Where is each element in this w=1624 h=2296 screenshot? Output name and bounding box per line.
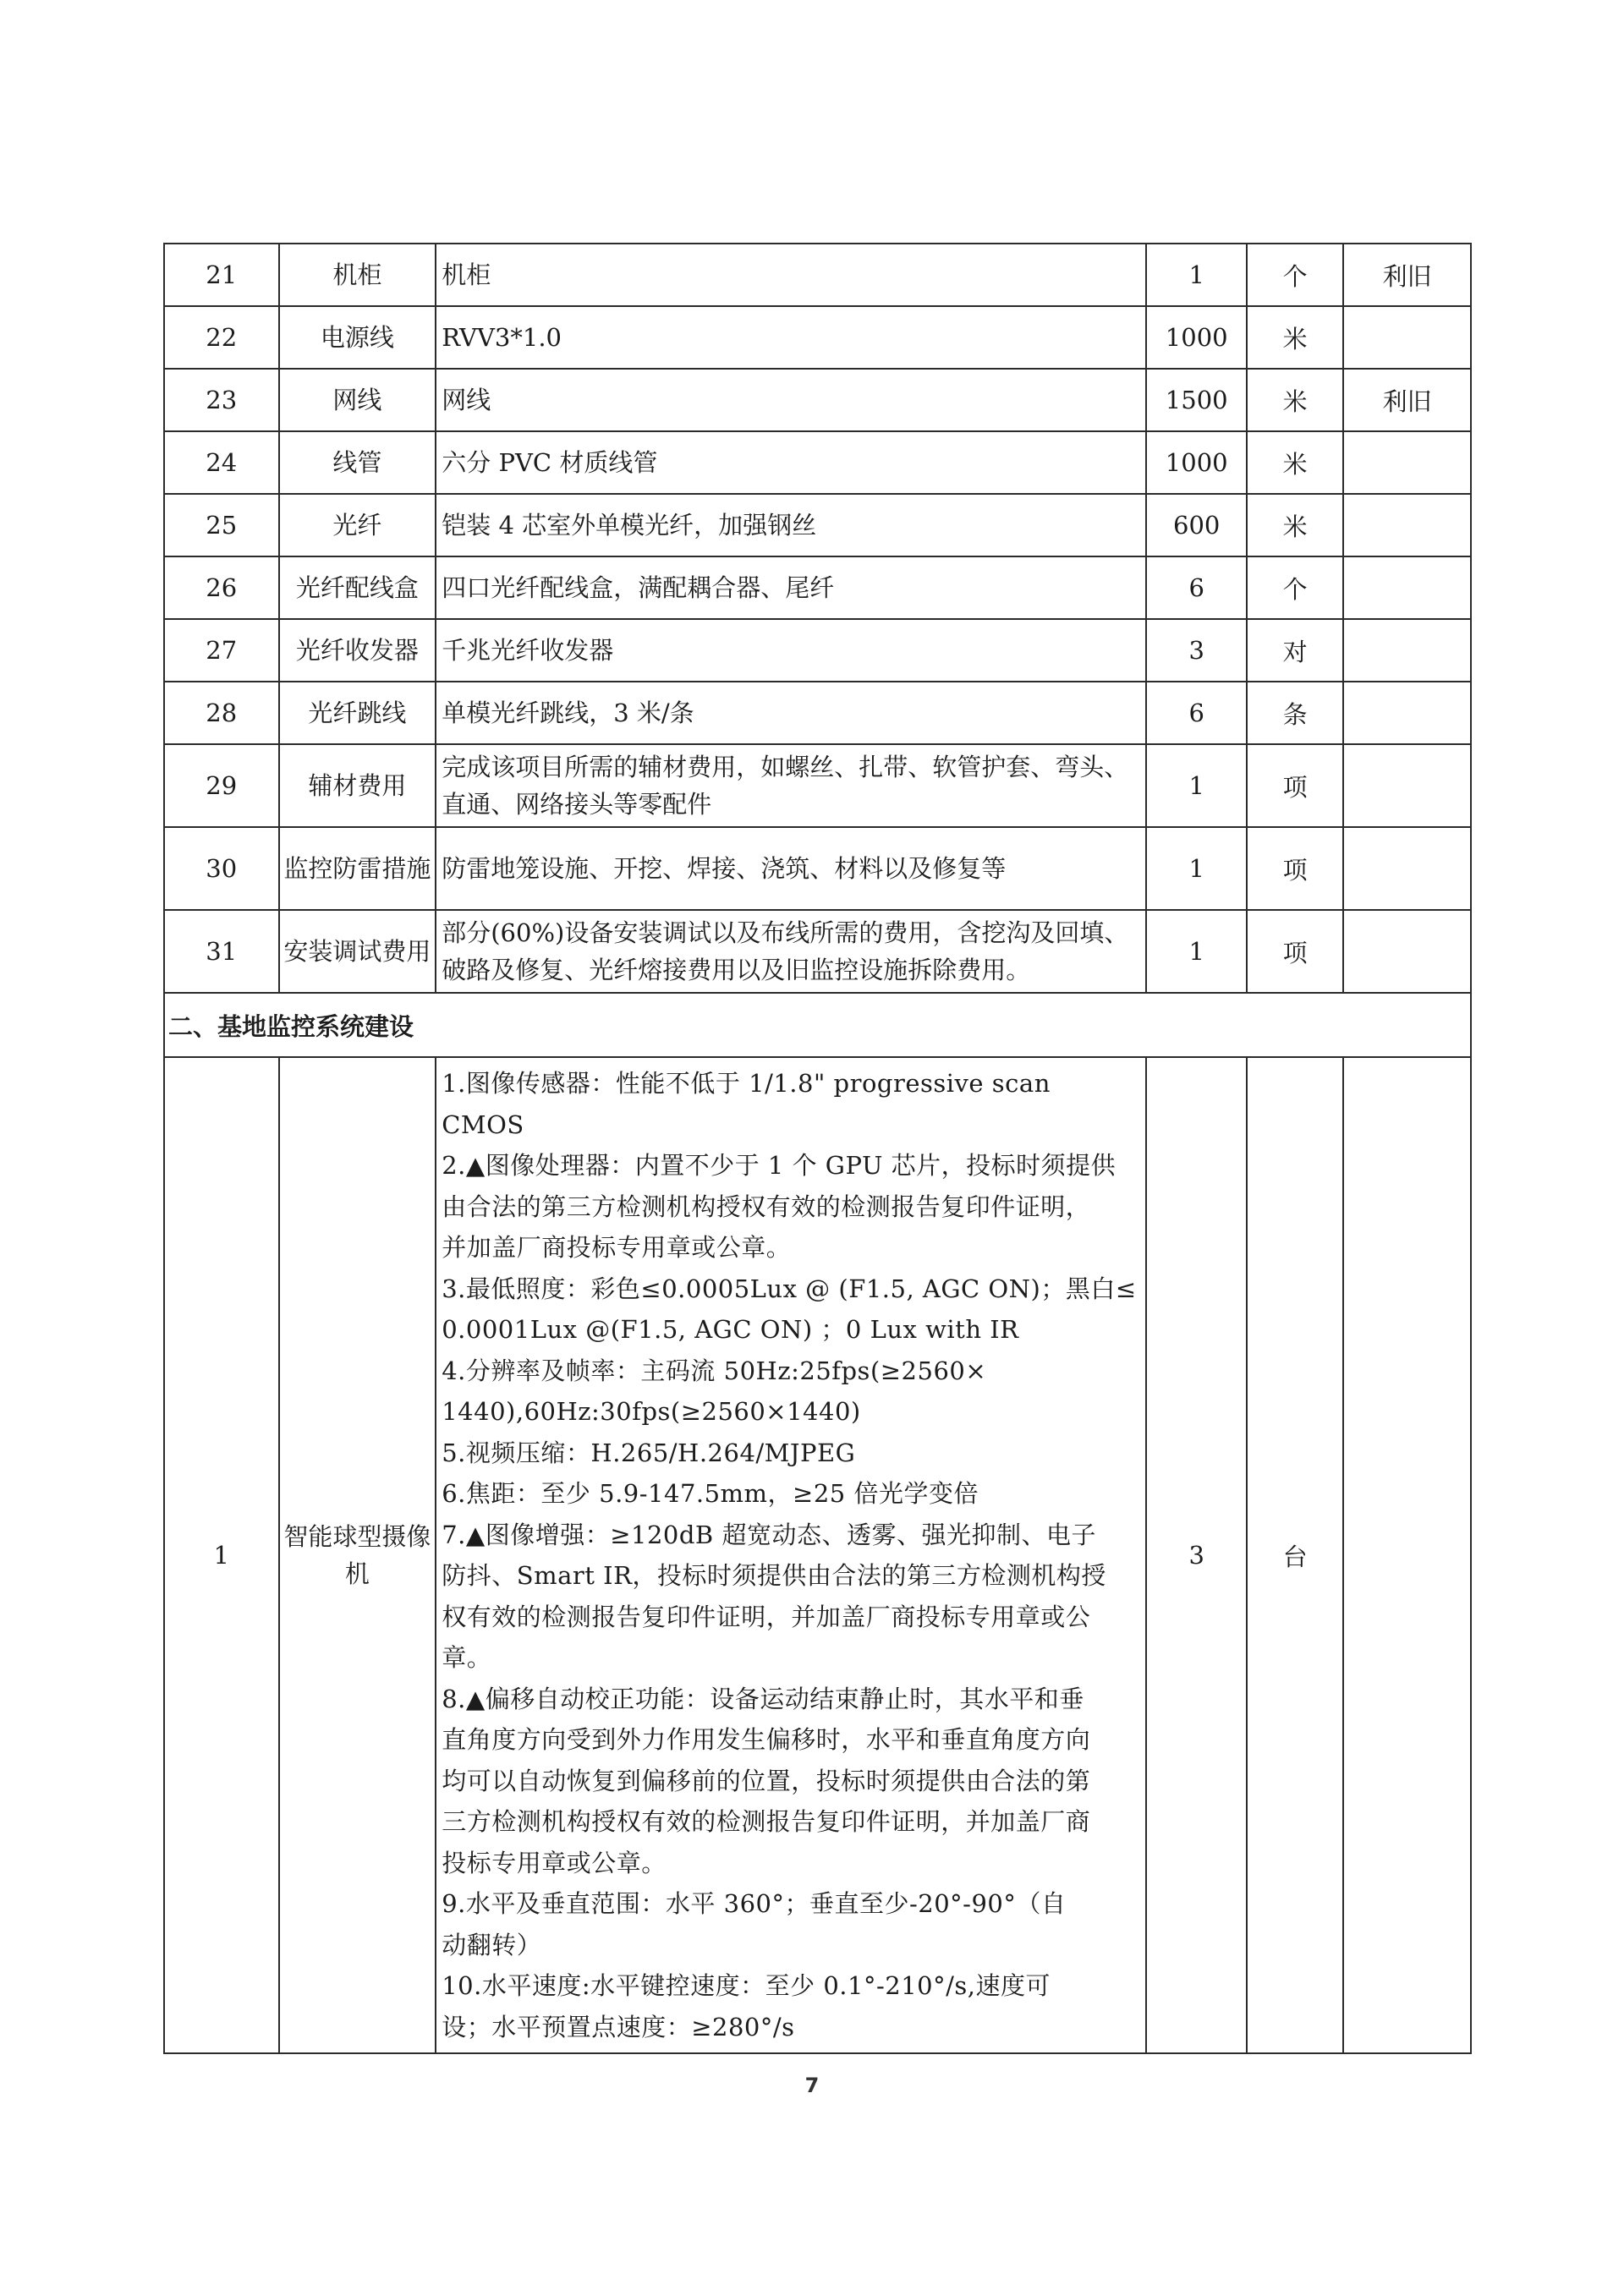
item-spec: 完成该项目所需的辅材费用，如螺丝、扎带、软管护套、弯头、直通、网络接头等零配件 [436, 744, 1146, 827]
spec-line: 5.视频压缩：H.265/H.264/MJPEG [442, 1438, 856, 1467]
spec-line: 2.▲图像处理器：内置不少于 1 个 GPU 芯片，投标时须提供 [442, 1151, 1116, 1180]
item-spec: RVV3*1.0 [436, 306, 1146, 369]
item-quantity: 6 [1146, 682, 1246, 744]
row-number: 30 [164, 827, 279, 910]
item-remark [1343, 494, 1471, 556]
item-quantity: 3 [1146, 1057, 1246, 2053]
spec-line: 章。 [442, 1643, 492, 1672]
item-unit: 米 [1247, 494, 1343, 556]
item-remark [1343, 431, 1471, 494]
item-name: 光纤配线盒 [279, 556, 436, 619]
row-number: 28 [164, 682, 279, 744]
table-row [164, 369, 1471, 431]
item-name: 线管 [279, 431, 436, 494]
spec-line: 设；水平预置点速度：≥280°/s [442, 2012, 795, 2041]
item-name: 光纤 [279, 494, 436, 556]
spec-line: 动翻转） [442, 1930, 542, 1959]
item-quantity: 1 [1146, 244, 1246, 306]
spec-line: 直角度方向受到外力作用发生偏移时，水平和垂直角度方向 [442, 1725, 1091, 1754]
table-body [164, 244, 1471, 2053]
item-spec: 四口光纤配线盒，满配耦合器、尾纤 [436, 556, 1146, 619]
spec-line: 投标专用章或公章。 [442, 1848, 667, 1877]
item-unit: 个 [1247, 556, 1343, 619]
item-remark [1343, 744, 1471, 827]
item-unit: 米 [1247, 369, 1343, 431]
spec-line: 4.分辨率及帧率：主码流 50Hz:25fps(≥2560× [442, 1356, 987, 1385]
row-number: 21 [164, 244, 279, 306]
row-number: 31 [164, 910, 279, 993]
table-row [164, 744, 1471, 827]
item-name: 安装调试费用 [279, 910, 436, 993]
item-spec [436, 1057, 1146, 2053]
table-row [164, 682, 1471, 744]
item-remark [1343, 1057, 1471, 2053]
row-number: 26 [164, 556, 279, 619]
spec-line: 并加盖厂商投标专用章或公章。 [442, 1233, 792, 1262]
item-name: 光纤收发器 [279, 619, 436, 682]
spec-line: 8.▲偏移自动校正功能：设备运动结束静止时，其水平和垂 [442, 1684, 1084, 1713]
table-row [164, 910, 1471, 993]
item-unit: 个 [1247, 244, 1343, 306]
item-remark [1343, 619, 1471, 682]
spec-line: 三方检测机构授权有效的检测报告复印件证明，并加盖厂商 [442, 1807, 1091, 1836]
item-unit: 项 [1247, 910, 1343, 993]
item-name: 网线 [279, 369, 436, 431]
item-unit: 项 [1247, 744, 1343, 827]
spec-line: 均可以自动恢复到偏移前的位置，投标时须提供由合法的第 [442, 1766, 1091, 1795]
item-spec: 六分 PVC 材质线管 [436, 431, 1146, 494]
page-number: 7 [804, 2074, 820, 2097]
item-unit: 条 [1247, 682, 1343, 744]
item-remark [1343, 306, 1471, 369]
row-number: 22 [164, 306, 279, 369]
item-unit: 对 [1247, 619, 1343, 682]
item-quantity: 1 [1146, 910, 1246, 993]
row-number: 1 [164, 1057, 279, 2053]
item-spec: 铠装 4 芯室外单模光纤，加强钢丝 [436, 494, 1146, 556]
row-number: 25 [164, 494, 279, 556]
item-quantity: 600 [1146, 494, 1246, 556]
item-unit: 米 [1247, 431, 1343, 494]
item-remark [1343, 827, 1471, 910]
item-name: 智能球型摄像机 [279, 1057, 436, 2053]
item-name: 辅材费用 [279, 744, 436, 827]
spec-line: 1.图像传感器：性能不低于 1/1.8" progressive scan [442, 1069, 1051, 1098]
item-spec: 单模光纤跳线，3 米/条 [436, 682, 1146, 744]
spec-line: 由合法的第三方检测机构授权有效的检测报告复印件证明， [442, 1192, 1091, 1221]
item-quantity: 6 [1146, 556, 1246, 619]
spec-line: 9.水平及垂直范围：水平 360°；垂直至少-20°-90°（自 [442, 1889, 1067, 1918]
item-unit: 米 [1247, 306, 1343, 369]
item-quantity: 1 [1146, 744, 1246, 827]
table-row [164, 1057, 1471, 2053]
item-spec: 部分(60%)设备安装调试以及布线所需的费用，含挖沟及回填、破路及修复、光纤熔接费用以及旧监控设施拆除费用。 [436, 910, 1146, 993]
section-row [164, 993, 1471, 1057]
item-name: 光纤跳线 [279, 682, 436, 744]
spec-line: 3.最低照度：彩色≤0.0005Lux @ (F1.5, AGC ON)；黑白≤ [442, 1274, 1137, 1303]
item-remark [1343, 910, 1471, 993]
spec-line: 权有效的检测报告复印件证明，并加盖厂商投标专用章或公 [442, 1602, 1091, 1631]
item-spec: 机柜 [436, 244, 1146, 306]
item-name: 电源线 [279, 306, 436, 369]
table-row [164, 244, 1471, 306]
table-row [164, 827, 1471, 910]
spec-line: CMOS [442, 1110, 524, 1139]
section-title: 二、基地监控系统建设 [164, 993, 1471, 1057]
item-unit: 台 [1247, 1057, 1343, 2053]
item-name: 监控防雷措施 [279, 827, 436, 910]
item-remark: 利旧 [1343, 244, 1471, 306]
spec-line: 0.0001Lux @(F1.5, AGC ON) ；0 Lux with IR [442, 1315, 1019, 1344]
item-quantity: 3 [1146, 619, 1246, 682]
item-quantity: 1000 [1146, 306, 1246, 369]
item-spec: 千兆光纤收发器 [436, 619, 1146, 682]
table-row [164, 306, 1471, 369]
item-quantity: 1 [1146, 827, 1246, 910]
item-quantity: 1500 [1146, 369, 1246, 431]
spec-line: 1440),60Hz:30fps(≥2560×1440) [442, 1397, 861, 1426]
table-row [164, 556, 1471, 619]
equipment-table [163, 243, 1472, 2054]
item-remark [1343, 556, 1471, 619]
spec-line: 10.水平速度:水平键控速度：至少 0.1°-210°/s,速度可 [442, 1971, 1051, 2000]
spec-line: 7.▲图像增强：≥120dB 超宽动态、透雾、强光抑制、电子 [442, 1520, 1096, 1549]
row-number: 27 [164, 619, 279, 682]
spec-line: 6.焦距：至少 5.9-147.5mm，≥25 倍光学变倍 [442, 1479, 979, 1508]
item-name: 机柜 [279, 244, 436, 306]
item-remark: 利旧 [1343, 369, 1471, 431]
table-row [164, 431, 1471, 494]
item-remark [1343, 682, 1471, 744]
item-spec: 防雷地笼设施、开挖、焊接、浇筑、材料以及修复等 [436, 827, 1146, 910]
table-row [164, 494, 1471, 556]
row-number: 23 [164, 369, 279, 431]
row-number: 24 [164, 431, 279, 494]
item-unit: 项 [1247, 827, 1343, 910]
item-spec: 网线 [436, 369, 1146, 431]
row-number: 29 [164, 744, 279, 827]
table-row [164, 619, 1471, 682]
spec-line: 防抖、Smart IR，投标时须提供由合法的第三方检测机构授 [442, 1561, 1106, 1590]
item-quantity: 1000 [1146, 431, 1246, 494]
